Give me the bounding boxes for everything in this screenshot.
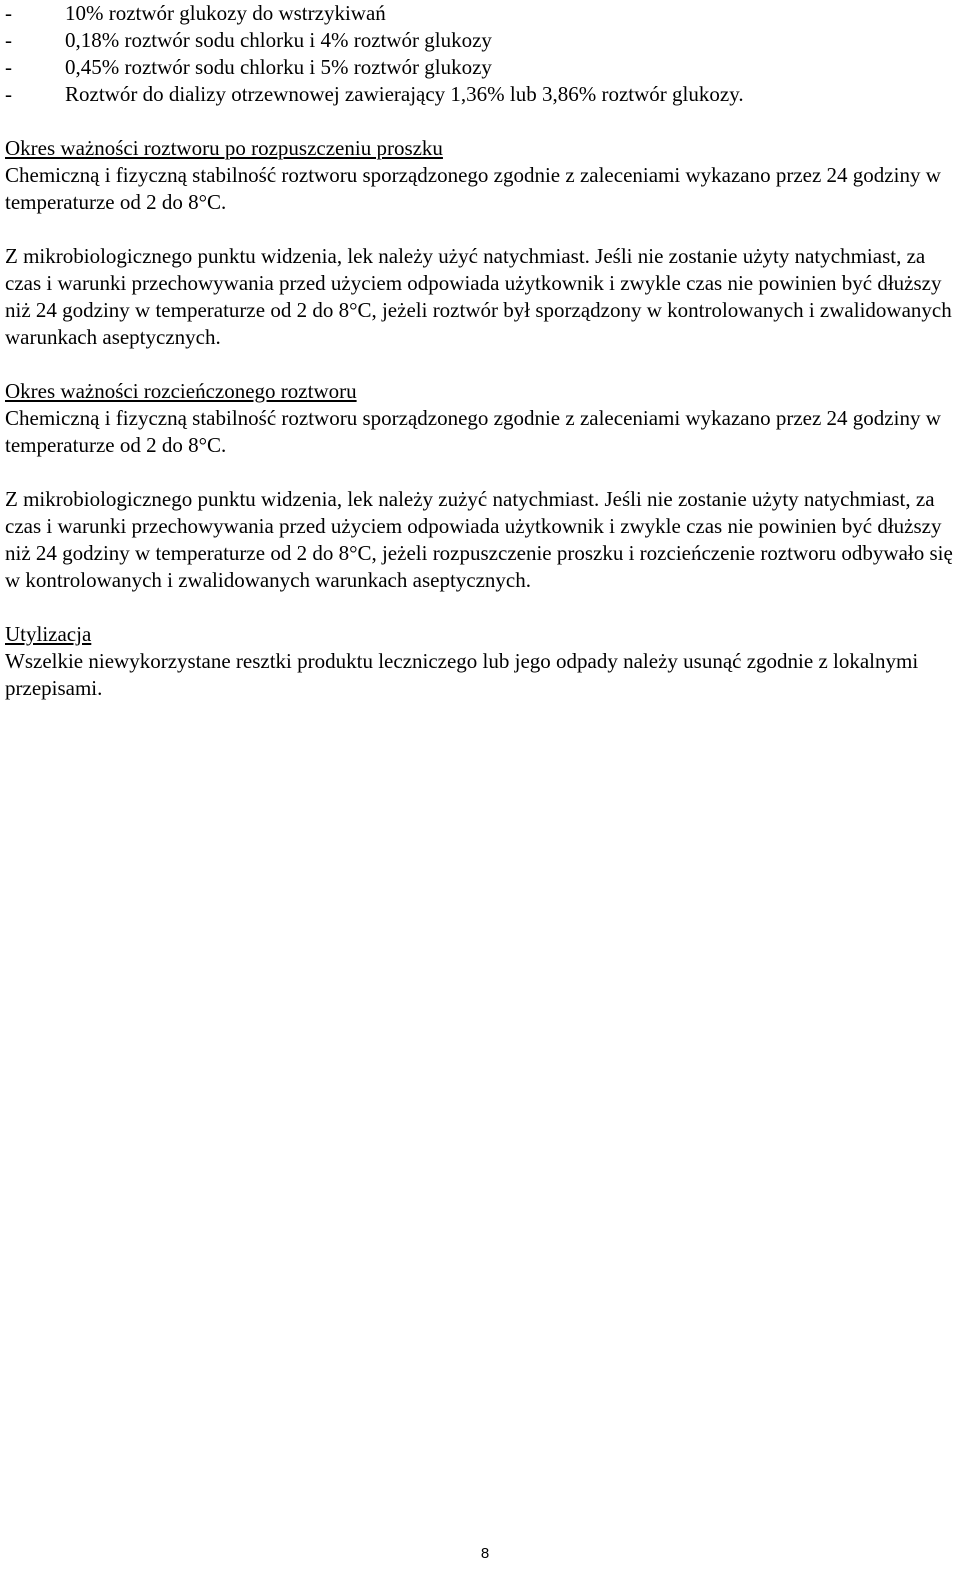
solution-list xyxy=(5,0,957,108)
list-item-text: Roztwór do dializy otrzewnowej zawierający 1,36% lub 3,86% roztwór glukozy. xyxy=(65,82,744,106)
paragraph: Chemiczną i fizyczną stabilność roztworu sporządzonego zgodnie z zaleceniami wykazano przez 24 godziny w temperaturze od 2 do 8°C. xyxy=(5,406,941,457)
section-shelf-life-reconstituted xyxy=(5,135,957,351)
list-item-text: 10% roztwór glukozy do wstrzykiwań xyxy=(65,1,386,25)
paragraph: Z mikrobiologicznego punktu widzenia, lek należy użyć natychmiast. Jeśli nie zostanie użyty natychmiast, za czas i warunki przechowywania przed użyciem odpowiada użytkownik i zwykle czas nie powinien być dłuższy niż 24 godziny w temperaturze od 2 do 8°C, jeżeli roztwór był sporządzony w kontrolowanych i zwalidowanych warunkach aseptycznych. xyxy=(5,244,952,349)
document-page xyxy=(5,0,957,702)
paragraph: Chemiczną i fizyczną stabilność roztworu sporządzonego zgodnie z zaleceniami wykazano przez 24 godziny w temperaturze od 2 do 8°C. xyxy=(5,163,941,214)
list-dash: - xyxy=(5,28,12,52)
section-shelf-life-diluted xyxy=(5,378,957,594)
section-heading: Okres ważności rozcieńczonego roztworu xyxy=(5,379,357,403)
paragraph: Z mikrobiologicznego punktu widzenia, lek należy zużyć natychmiast. Jeśli nie zostanie użyty natychmiast, za czas i warunki przechowywania przed użyciem odpowiada użytkownik i zwykle czas nie powinien być dłuższy niż 24 godziny w temperaturze od 2 do 8°C, jeżeli rozpuszczenie proszku i rozcieńczenie roztworu odbywało się w kontrolowanych i zwalidowanych warunkach aseptycznych. xyxy=(5,487,953,592)
section-heading: Okres ważności roztworu po rozpuszczeniu proszku xyxy=(5,136,443,160)
section-disposal xyxy=(5,621,957,702)
list-item xyxy=(5,0,957,27)
list-dash: - xyxy=(5,55,12,79)
list-item xyxy=(5,54,957,81)
list-item-text: 0,45% roztwór sodu chlorku i 5% roztwór glukozy xyxy=(65,55,492,79)
section-heading: Utylizacja xyxy=(5,622,92,646)
paragraph: Wszelkie niewykorzystane resztki produktu leczniczego lub jego odpady należy usunąć zgodnie z lokalnymi przepisami. xyxy=(5,649,919,700)
list-item-text: 0,18% roztwór sodu chlorku i 4% roztwór glukozy xyxy=(65,28,492,52)
list-dash: - xyxy=(5,82,12,106)
list-dash: - xyxy=(5,1,12,25)
page-number: 8 xyxy=(480,1545,490,1562)
list-item xyxy=(5,81,957,108)
list-item xyxy=(5,27,957,54)
